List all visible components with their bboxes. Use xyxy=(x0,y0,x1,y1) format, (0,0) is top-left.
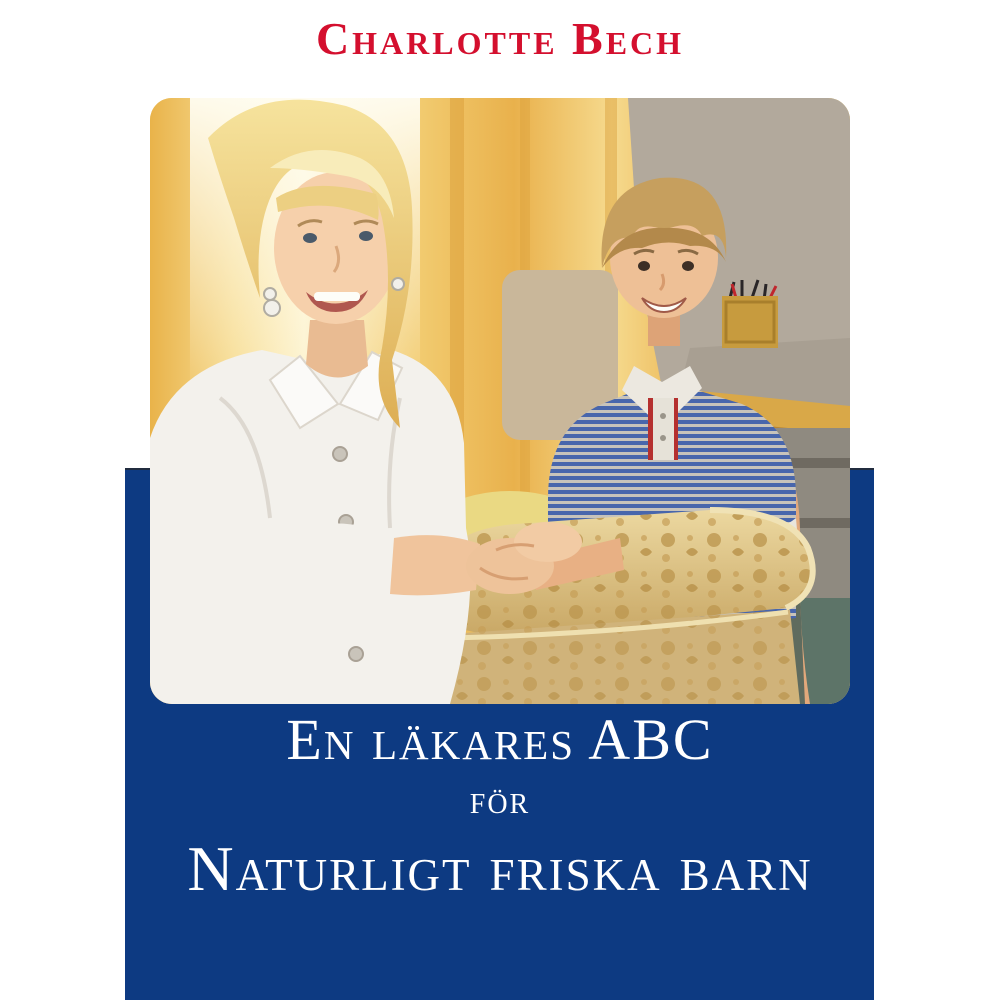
pillow xyxy=(432,510,813,704)
author-name: Charlotte Bech xyxy=(315,13,685,64)
title-line-3: Naturligt friska barn xyxy=(187,833,813,904)
title-line-2: för xyxy=(469,777,531,822)
cover-photo-illustration xyxy=(150,98,850,704)
title-line-1: En läkares ABC xyxy=(286,707,714,772)
cover-photo xyxy=(150,98,850,704)
